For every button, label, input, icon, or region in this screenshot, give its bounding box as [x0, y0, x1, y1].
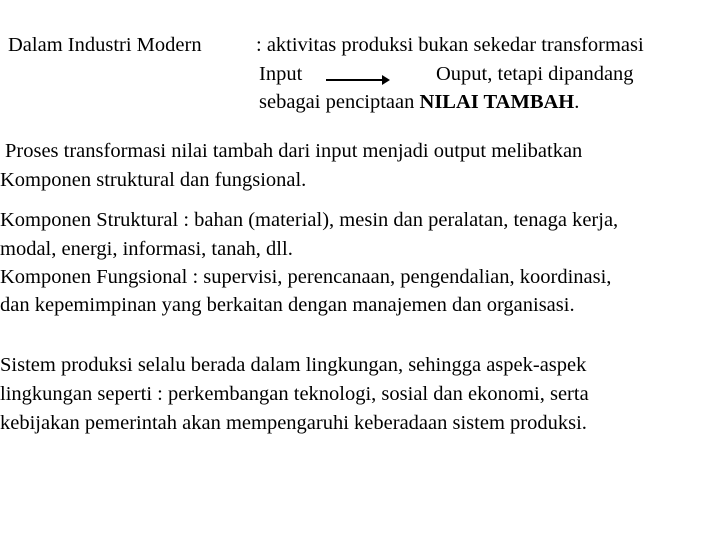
functional-components-line-2: dan kepemimpinan yang berkaitan dengan manajemen dan organisasi. [0, 294, 575, 316]
functional-components-line-1: Komponen Fungsional : supervisi, perencanaan, pengendalian, koordinasi, [0, 266, 612, 288]
production-system-line-3: kebijakan pemerintah akan mempengaruhi keberadaan sistem produksi. [0, 412, 587, 434]
process-paragraph-line-1: Proses transformasi nilai tambah dari input menjadi output melibatkan [5, 140, 583, 162]
output-text: Ouput, tetapi dipandang [436, 63, 634, 85]
value-added-line [259, 92, 579, 113]
arrow-right-icon [326, 75, 390, 85]
structural-components-line-2: modal, energi, informasi, tanah, dll. [0, 238, 293, 260]
value-added-prefix: sebagai penciptaan [259, 91, 420, 113]
structural-components-line-1: Komponen Struktural : bahan (material), mesin dan peralatan, tenaga kerja, [0, 209, 619, 231]
input-word: Input [259, 63, 303, 85]
production-system-line-2: lingkungan seperti : perkembangan teknologi, sosial dan ekonomi, serta [0, 383, 589, 405]
process-paragraph-line-2: Komponen struktural dan fungsional. [0, 169, 307, 191]
intro-description: : aktivitas produksi bukan sekedar transformasi [256, 34, 644, 56]
value-added-emphasis: NILAI TAMBAH [419, 91, 575, 113]
production-system-line-1: Sistem produksi selalu berada dalam lingkungan, sehingga aspek-aspek [0, 354, 587, 376]
value-added-period: . [574, 91, 580, 113]
intro-label: Dalam Industri Modern [8, 34, 202, 56]
